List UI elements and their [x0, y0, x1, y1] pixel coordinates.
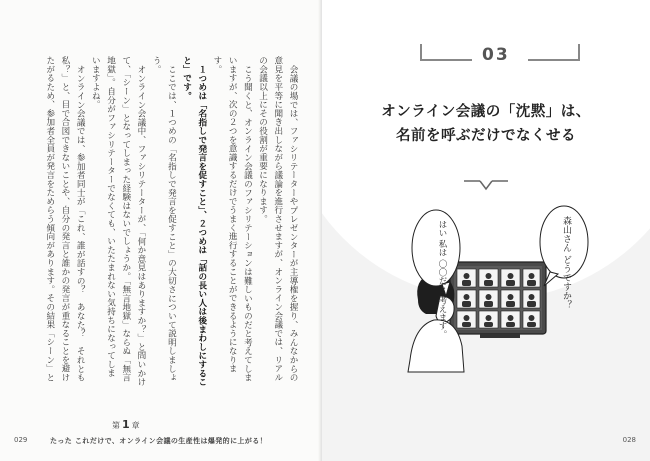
title-line: オンライン会議の「沈黙」は、: [381, 104, 591, 120]
speech-right-text: 森山さん どうですか？: [561, 216, 571, 309]
chapter-number: 1: [122, 418, 130, 431]
paragraph: 会議の場では、ファシリテーターやプレゼンターが主導権を握り、みんなからの意見を平等に聞き出しながら議論を進行させますが、オンライン会議では、リアルの会議以上にその役割が重要になります。: [257, 56, 298, 382]
speech-left-text: はい 私は 〇〇だと 考えます。: [437, 220, 447, 339]
section-number: 03: [482, 45, 510, 65]
paragraph: オンライン会議では、参加者同士が「これ、誰が話すの？ あなた？ それとも私？」と、目で合図できないことや、自分の発言と誰かの発言が重なることを避けたがるため、参加者全員が発言をためらう傾向があります。その結果「シーン」と: [44, 56, 86, 382]
title-line: 名前を呼ぶだけでなくせる: [396, 128, 576, 144]
paragraph: オンライン会議中、ファシリテーターが、「何か意見はありますか？」と問いかけて、「シーン」となってしまった経験はないでしょうか。「無言地獄」ならぬ「無言地獄」。自分がファシリテーターでなくても、いたたまれない気持ちになってしまいますよね。: [90, 56, 146, 386]
body-text: [28, 56, 300, 386]
paragraph: こう聞くと、オンライン会議のファシリテーションは難しいものだと考えてしまいますが、次の２つを意識するだけでうまく進行することができるようになります。: [211, 56, 253, 382]
right-page: [322, 0, 650, 461]
meeting-illustration: [322, 0, 650, 461]
page-number-right: 028: [622, 436, 636, 444]
left-page: [0, 0, 322, 461]
key-points-paragraph: １つめは「名指しで発言を促すこと」、２つめは「話の長い人は後まわしにすること」です。: [181, 56, 207, 386]
chapter-suffix: 章: [131, 421, 140, 430]
chapter-prefix: 第: [112, 421, 120, 430]
running-head: たった これだけで、オンライン会議の生産性は爆発的に上がる！: [50, 437, 268, 445]
chapter-label: [112, 418, 140, 431]
paragraph: ここでは、１つめの「名指しで発言を促すこと」の大切さについて説明しましょう。: [151, 56, 177, 382]
page-number-left: 029: [14, 436, 28, 444]
